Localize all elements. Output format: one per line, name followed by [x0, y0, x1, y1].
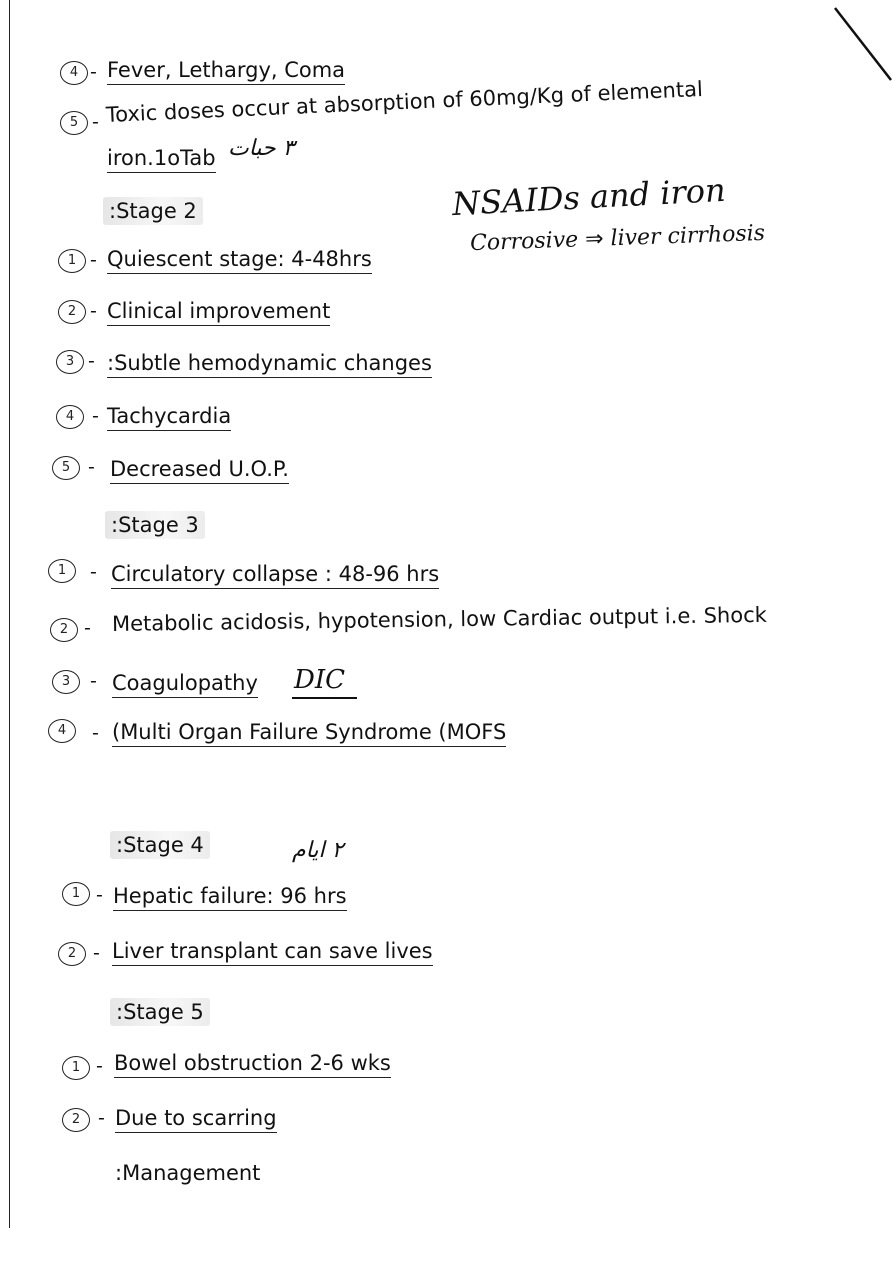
list-item	[112, 938, 433, 964]
page-margin-line	[9, 0, 10, 1228]
dash: -	[98, 1107, 105, 1129]
dash: -	[93, 942, 100, 964]
list-item	[110, 456, 289, 482]
item-text: (Multi Organ Failure Syndrome (MOFS	[112, 720, 506, 747]
dash: -	[90, 561, 97, 583]
handwritten-corrosive-note	[470, 221, 766, 256]
item-text: Toxic doses occur at absorption of 60mg/Kg of elemental	[105, 76, 704, 127]
list-item	[107, 350, 432, 376]
list-number: 3	[52, 670, 80, 694]
dash: -	[88, 350, 95, 372]
dash: -	[84, 617, 91, 639]
dash: -	[90, 249, 97, 271]
list-number: 4	[60, 61, 88, 85]
list-number: 2	[50, 618, 78, 642]
stage-heading: :Stage 4	[110, 831, 210, 859]
list-item	[111, 561, 439, 587]
list-number: 4	[48, 719, 76, 743]
handwritten-cirrhosis: liver cirrhosis	[610, 220, 766, 252]
dash: -	[92, 111, 99, 133]
dash: -	[90, 300, 97, 322]
list-number: 3	[56, 350, 84, 374]
handwritten-corrosive: Corrosive	[469, 227, 579, 257]
list-item	[107, 298, 330, 324]
handwritten-arabic-stage4-note: ٢ ايام	[292, 838, 344, 863]
item-text: Due to scarring	[115, 1106, 277, 1133]
list-number: 1	[48, 559, 76, 583]
item-text: Metabolic acidosis, hypotension, low Cardiac output i.e. Shock	[111, 602, 767, 636]
handwritten-arabic-note: ٣ حبات	[228, 136, 295, 161]
item-text: Decreased U.O.P.	[110, 457, 289, 484]
list-number: 1	[58, 249, 86, 273]
list-number: 2	[58, 300, 86, 324]
item-text: Circulatory collapse : 48-96 hrs	[111, 562, 439, 589]
list-number: 2	[62, 1108, 90, 1132]
list-item-continuation	[107, 145, 216, 171]
list-number: 5	[60, 111, 88, 135]
list-item	[107, 403, 231, 429]
item-text: iron.1oTab	[107, 146, 216, 173]
item-text: Tachycardia	[107, 404, 231, 431]
dash: -	[88, 456, 95, 478]
dash: -	[92, 722, 99, 744]
list-item	[114, 1050, 391, 1076]
stage-heading: :Stage 5	[110, 998, 210, 1026]
item-text: :Subtle hemodynamic changes	[107, 351, 432, 378]
list-number: 4	[56, 405, 84, 429]
dash: -	[90, 670, 97, 692]
item-text: Liver transplant can save lives	[112, 939, 433, 966]
handwritten-dic-note: DIC	[292, 665, 357, 699]
handwritten-arrow: ⇒	[584, 226, 605, 253]
item-text: Fever, Lethargy, Coma	[107, 58, 345, 85]
list-number: 5	[52, 456, 80, 480]
list-number: 2	[58, 942, 86, 966]
list-number: 1	[62, 882, 90, 906]
list-number: 1	[62, 1056, 90, 1080]
list-item	[107, 246, 372, 272]
list-item	[112, 719, 506, 745]
item-text: Hepatic failure: 96 hrs	[113, 884, 347, 911]
corner-pen-stroke	[833, 0, 893, 90]
item-text: Bowel obstruction 2-6 wks	[114, 1051, 391, 1078]
stage-heading: :Stage 2	[103, 197, 203, 225]
dash: -	[96, 1055, 103, 1077]
list-item	[107, 57, 345, 83]
list-item	[113, 883, 347, 909]
item-text: Coagulopathy	[112, 671, 258, 698]
stage-heading: :Stage 3	[105, 511, 205, 539]
item-text: Clinical improvement	[107, 299, 330, 326]
handwritten-nsaids-note: NSAIDs and iron	[451, 170, 727, 224]
list-item	[115, 1105, 277, 1131]
dash: -	[92, 405, 99, 427]
management-heading: :Management	[115, 1161, 261, 1185]
list-item	[112, 602, 767, 637]
dash: -	[96, 884, 103, 906]
item-text: Quiescent stage: 4-48hrs	[107, 247, 372, 274]
dash: -	[90, 61, 97, 83]
list-item	[112, 670, 258, 696]
